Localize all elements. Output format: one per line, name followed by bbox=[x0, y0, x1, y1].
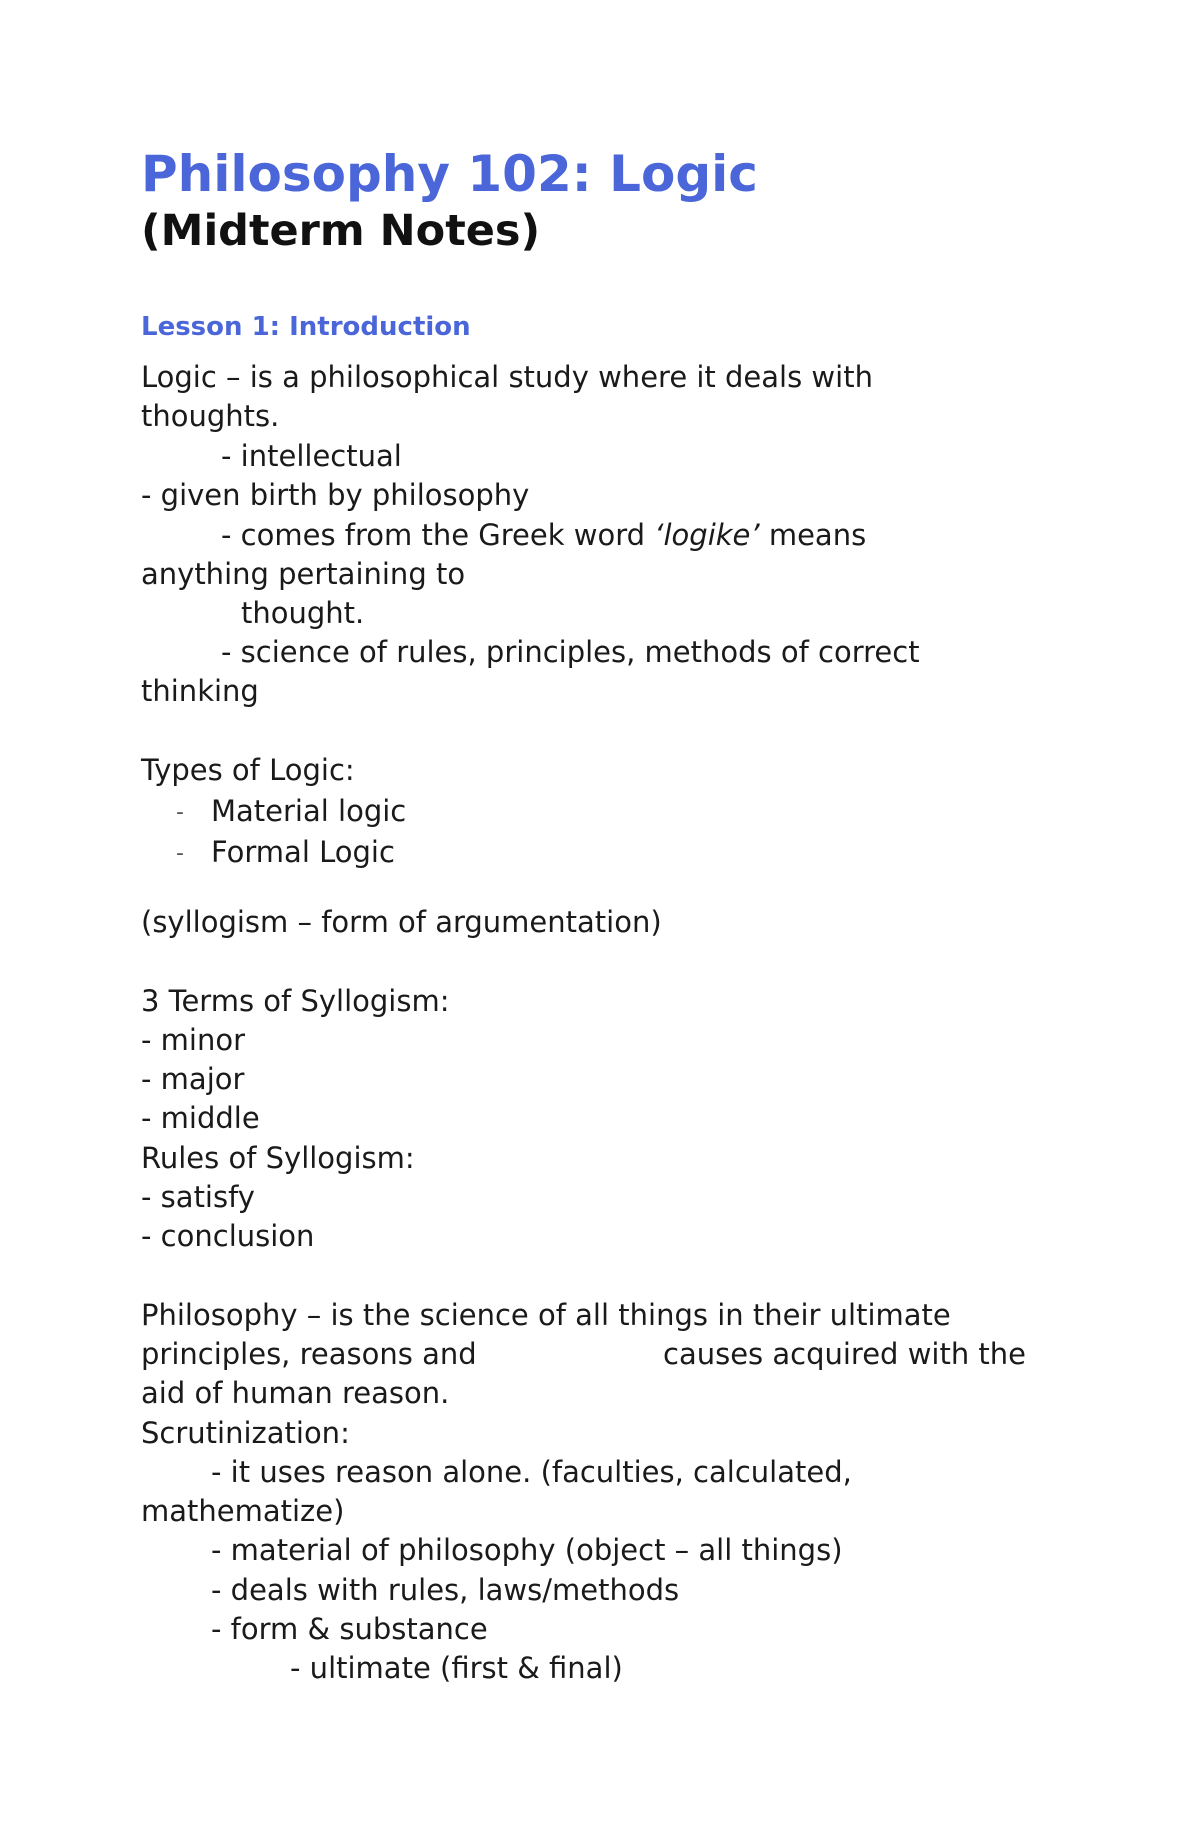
logic-definition-line: thoughts. bbox=[141, 399, 280, 433]
terms-item: - middle bbox=[141, 1101, 260, 1135]
scrutinization-point-form: - form & substance bbox=[211, 1612, 488, 1646]
terms-heading: 3 Terms of Syllogism: bbox=[141, 984, 450, 1018]
types-heading: Types of Logic: bbox=[141, 753, 355, 787]
logic-point-thinking: thinking bbox=[141, 674, 259, 708]
philosophy-definition-line: aid of human reason. bbox=[141, 1376, 450, 1410]
scrutinization-point-rules: - deals with rules, laws/methods bbox=[211, 1573, 680, 1607]
types-item: Formal Logic bbox=[211, 835, 395, 869]
scrutinization-point-reason: - it uses reason alone. (faculties, calculated, bbox=[211, 1455, 852, 1489]
page-subtitle: (Midterm Notes) bbox=[141, 206, 541, 256]
logic-point-given-birth: - given birth by philosophy bbox=[141, 478, 530, 512]
logic-point-thought: thought. bbox=[241, 596, 365, 630]
types-item: Material logic bbox=[211, 794, 407, 828]
scrutinization-point-ultimate: - ultimate (first & final) bbox=[290, 1651, 623, 1685]
philosophy-definition-line: Philosophy – is the science of all things in their ultimate bbox=[141, 1298, 951, 1332]
rules-item: - satisfy bbox=[141, 1180, 255, 1214]
scrutinization-heading: Scrutinization: bbox=[141, 1416, 350, 1450]
bullet-dash: - bbox=[176, 841, 184, 866]
logic-definition-line: Logic – is a philosophical study where it deals with bbox=[141, 360, 873, 394]
bullet-dash: - bbox=[176, 800, 184, 825]
terms-item: - major bbox=[141, 1062, 245, 1096]
lesson-heading: Lesson 1: Introduction bbox=[141, 312, 471, 342]
page-title: Philosophy 102: Logic bbox=[141, 145, 758, 203]
logic-point-pertaining: anything pertaining to bbox=[141, 557, 466, 591]
terms-item: - minor bbox=[141, 1023, 246, 1057]
logic-point-greek-word bbox=[221, 517, 866, 553]
philosophy-definition-line: causes acquired with the bbox=[663, 1337, 1027, 1371]
logic-point-intellectual: - intellectual bbox=[221, 439, 402, 473]
scrutinization-point-mathematize: mathematize) bbox=[141, 1494, 345, 1528]
greek-suffix: means bbox=[759, 518, 867, 552]
syllogism-note: (syllogism – form of argumentation) bbox=[141, 905, 662, 939]
greek-prefix: - comes from the Greek word bbox=[221, 518, 655, 552]
greek-term: ‘logike’ bbox=[654, 518, 760, 552]
scrutinization-point-material: - material of philosophy (object – all things) bbox=[211, 1533, 843, 1567]
logic-point-science: - science of rules, principles, methods of correct bbox=[221, 635, 920, 669]
philosophy-definition-line: principles, reasons and bbox=[141, 1337, 477, 1371]
rules-heading: Rules of Syllogism: bbox=[141, 1141, 415, 1175]
rules-item: - conclusion bbox=[141, 1219, 315, 1253]
